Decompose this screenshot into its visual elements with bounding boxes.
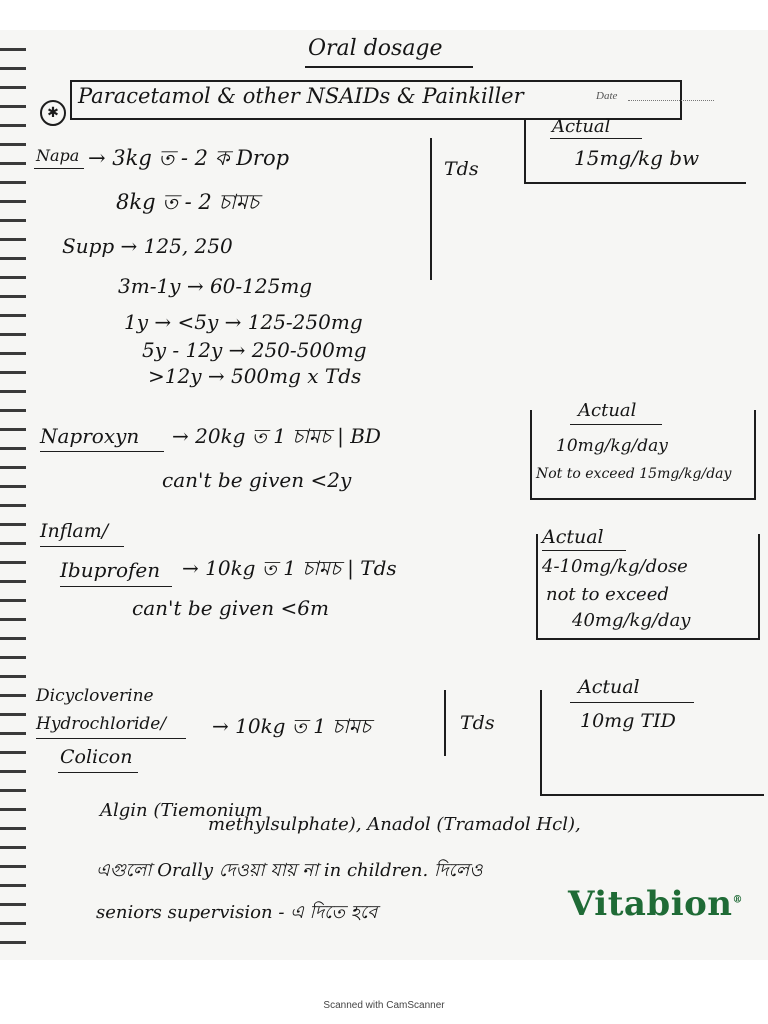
napa-line-2: 8kg ত - 2 চামচ (116, 190, 259, 214)
notes-line-2: methylsulphate), Anadol (Tramadol Hcl), (208, 814, 581, 835)
dicyclo-name-2: Hydrochloride/ (36, 714, 167, 734)
naproxen-note: can't be given <2y (162, 468, 352, 492)
dicyclo-brand-underline (58, 772, 138, 773)
vitabion-logo (568, 884, 743, 924)
napa-actual-underline (550, 138, 642, 139)
notes-line-3: এগুলো Orally দেওয়া যায় না in children. দিলেও (96, 860, 483, 881)
naproxen-actual-1: 10mg/kg/day (556, 436, 668, 456)
napa-actual-label: Actual (552, 116, 611, 137)
supp-dose-2: 1y → <5y → 125-250mg (124, 310, 363, 334)
dicyclo-actual-underline (570, 702, 694, 703)
ibuprofen-dose: → 10kg ত 1 চামচ | Tds (182, 556, 397, 580)
ibuprofen-actual-1: 4-10mg/kg/dose (542, 556, 688, 577)
dicyclo-actual-label: Actual (578, 676, 640, 698)
dicyclo-underline (36, 738, 186, 739)
napa-actual-vline (524, 120, 526, 184)
dicyclo-name-1: Dicycloverine (36, 686, 154, 706)
registered-mark: ® (732, 894, 744, 906)
inflam-tag: Inflam/ (40, 520, 109, 542)
dicyclo-frequency: Tds (460, 712, 495, 734)
supp-dose-1: 3m-1y → 60-125mg (118, 274, 313, 298)
napa-divider (430, 138, 432, 280)
title-underline (305, 66, 473, 68)
ibuprofen-note: can't be given <6m (132, 596, 329, 620)
scanner-footer: Scanned with CamScanner (323, 1000, 445, 1011)
naproxen-dose: → 20kg ত 1 চামচ | BD (172, 424, 381, 448)
subtitle: Paracetamol & other NSAIDs & Painkiller (78, 84, 524, 108)
dicyclo-actual-value: 10mg TID (580, 710, 676, 732)
supp-line: Supp → 125, 250 (62, 234, 233, 258)
naproxen-underline (40, 451, 164, 452)
napa-line-1: → 3kg ত - 2 ক Drop (88, 146, 290, 170)
ibuprofen-actual-label: Actual (542, 526, 604, 548)
ibuprofen-name: Ibuprofen (60, 558, 161, 582)
naproxen-actual-underline (570, 424, 662, 425)
naproxen-actual-label: Actual (578, 400, 637, 421)
dicyclo-brand: Colicon (60, 746, 133, 768)
notes-line-4: seniors supervision - এ দিতে হবে (96, 902, 378, 923)
spiral-binding (0, 40, 26, 950)
naproxen-name: Naproxyn (40, 424, 140, 448)
inflam-underline (40, 546, 124, 547)
napa-actual-hline (524, 182, 746, 184)
napa-frequency: Tds (444, 158, 479, 180)
dicyclo-actual-box (540, 690, 764, 796)
date-label: Date (596, 90, 618, 102)
asterisk-icon: ✱ (40, 100, 66, 126)
supp-dose-4: >12y → 500mg x Tds (148, 364, 362, 388)
dicyclo-dose: → 10kg ত 1 চামচ (212, 714, 371, 738)
ibuprofen-actual-underline (542, 550, 626, 551)
dicyclo-divider (444, 690, 446, 756)
napa-name: Napa (36, 146, 80, 165)
ibuprofen-actual-3: 40mg/kg/day (572, 610, 691, 631)
supp-dose-3: 5y - 12y → 250-500mg (142, 338, 367, 362)
page-title: Oral dosage (308, 36, 443, 61)
napa-actual-value: 15mg/kg bw (574, 146, 700, 170)
date-dots (628, 100, 714, 101)
ibuprofen-underline (60, 586, 172, 587)
ibuprofen-actual-2: not to exceed (546, 584, 669, 605)
notes-line-1: Algin (Tiemonium (100, 800, 263, 821)
naproxen-actual-2: Not to exceed 15mg/kg/day (536, 466, 732, 482)
napa-underline (34, 168, 84, 169)
brand-text: Vitabion (568, 884, 733, 924)
